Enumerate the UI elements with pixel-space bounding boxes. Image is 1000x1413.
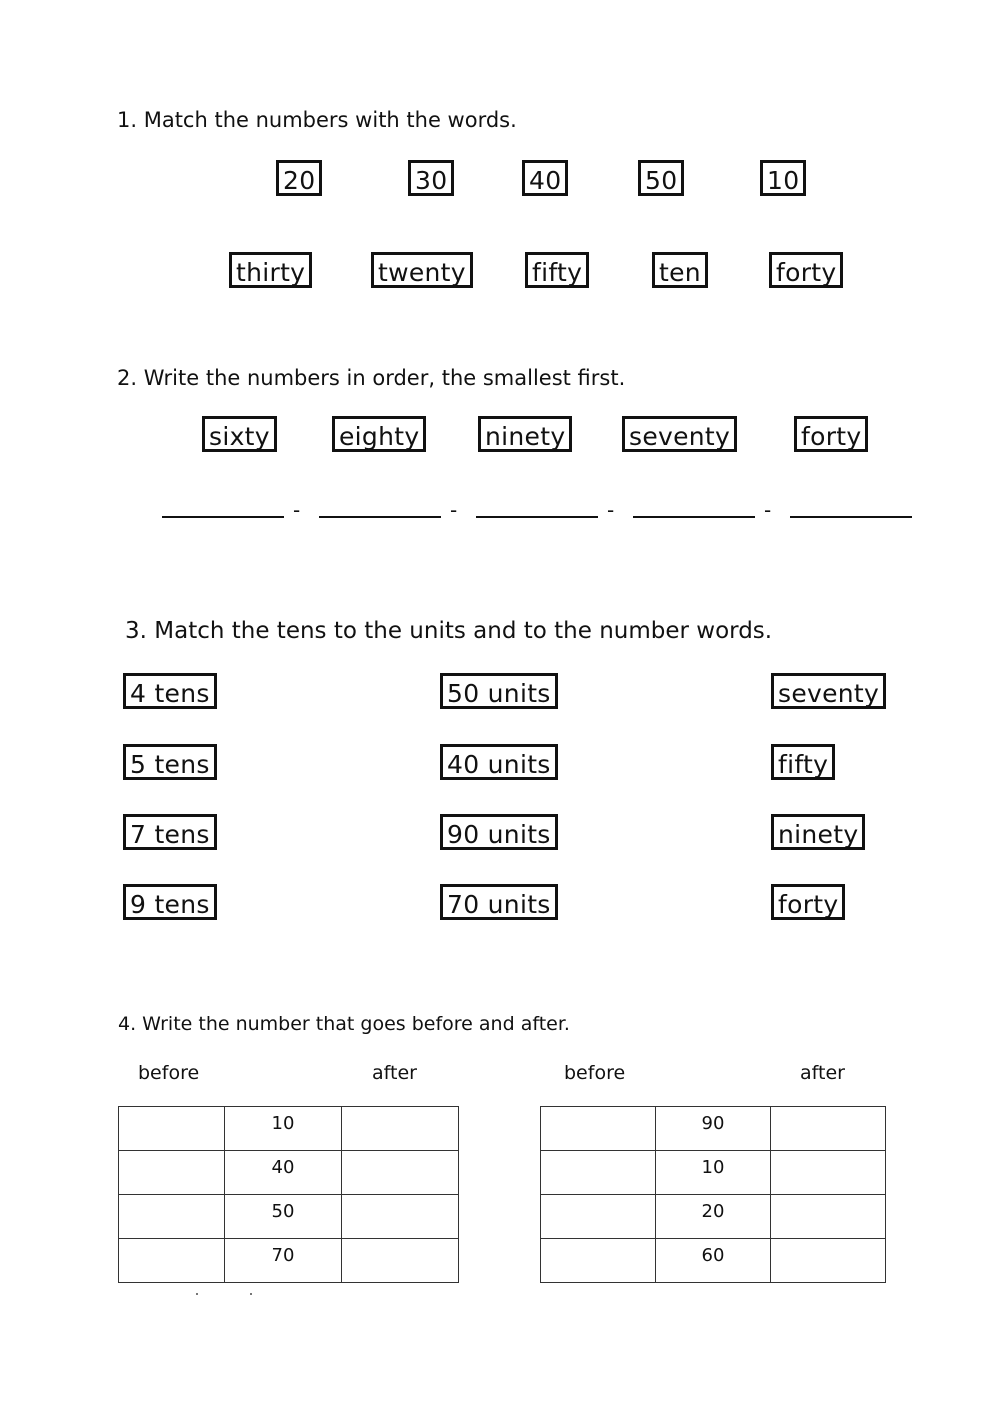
number-box[interactable]: 20 (276, 160, 322, 196)
word-box[interactable]: ninety (771, 814, 865, 850)
word-box[interactable]: forty (771, 884, 845, 920)
units-box[interactable]: 70 units (440, 884, 558, 920)
after-cell[interactable] (771, 1195, 886, 1239)
scan-speck (250, 1293, 252, 1295)
before-cell[interactable] (541, 1239, 656, 1283)
separator: - (764, 498, 772, 522)
word-box[interactable]: seventy (771, 673, 886, 709)
before-cell[interactable] (119, 1195, 225, 1239)
before-label: before (564, 1062, 626, 1084)
after-cell[interactable] (771, 1151, 886, 1195)
after-label: after (800, 1062, 845, 1084)
after-cell[interactable] (771, 1107, 886, 1151)
after-cell[interactable] (342, 1239, 459, 1283)
word-box[interactable]: twenty (371, 252, 473, 288)
word-box[interactable]: thirty (229, 252, 312, 288)
tens-box[interactable]: 5 tens (123, 744, 217, 780)
table-row (541, 1151, 886, 1195)
tens-box[interactable]: 4 tens (123, 673, 217, 709)
units-box[interactable]: 40 units (440, 744, 558, 780)
table-row (541, 1107, 886, 1151)
after-cell[interactable] (771, 1239, 886, 1283)
section-1-heading: 1. Match the numbers with the words. (117, 108, 517, 132)
separator: - (293, 498, 301, 522)
answer-blank[interactable] (319, 516, 441, 518)
given-number: 40 (225, 1151, 342, 1195)
given-number: 10 (656, 1151, 771, 1195)
word-box[interactable]: fifty (525, 252, 589, 288)
after-label: after (372, 1062, 417, 1084)
table-row (541, 1239, 886, 1283)
word-box[interactable]: ten (652, 252, 708, 288)
answer-blank[interactable] (790, 516, 912, 518)
word-box: forty (794, 416, 868, 452)
number-box[interactable]: 30 (408, 160, 454, 196)
section-4-heading: 4. Write the number that goes before and after. (118, 1013, 570, 1035)
given-number: 90 (656, 1107, 771, 1151)
before-after-table-right (540, 1106, 886, 1283)
scan-speck (196, 1293, 198, 1295)
section-2-heading: 2. Write the numbers in order, the smallest first. (117, 366, 626, 390)
units-box[interactable]: 90 units (440, 814, 558, 850)
given-number: 60 (656, 1239, 771, 1283)
before-label: before (138, 1062, 200, 1084)
given-number: 50 (225, 1195, 342, 1239)
tens-box[interactable]: 9 tens (123, 884, 217, 920)
number-box[interactable]: 10 (760, 160, 806, 196)
separator: - (450, 498, 458, 522)
section-3-heading: 3. Match the tens to the units and to the number words. (125, 618, 773, 644)
tens-box[interactable]: 7 tens (123, 814, 217, 850)
table-row (119, 1107, 459, 1151)
word-box[interactable]: fifty (771, 744, 835, 780)
after-cell[interactable] (342, 1107, 459, 1151)
table-row (119, 1151, 459, 1195)
number-box[interactable]: 40 (522, 160, 568, 196)
given-number: 10 (225, 1107, 342, 1151)
table-row (119, 1239, 459, 1283)
before-after-table-left (118, 1106, 459, 1283)
before-cell[interactable] (541, 1151, 656, 1195)
word-box[interactable]: forty (769, 252, 843, 288)
before-cell[interactable] (541, 1195, 656, 1239)
table-row (541, 1195, 886, 1239)
after-cell[interactable] (342, 1195, 459, 1239)
word-box: sixty (202, 416, 277, 452)
answer-blank[interactable] (476, 516, 598, 518)
table-row (119, 1195, 459, 1239)
before-cell[interactable] (119, 1107, 225, 1151)
number-box[interactable]: 50 (638, 160, 684, 196)
before-cell[interactable] (119, 1151, 225, 1195)
given-number: 70 (225, 1239, 342, 1283)
before-cell[interactable] (541, 1107, 656, 1151)
units-box[interactable]: 50 units (440, 673, 558, 709)
word-box: ninety (478, 416, 572, 452)
after-cell[interactable] (342, 1151, 459, 1195)
separator: - (607, 498, 615, 522)
answer-blank[interactable] (633, 516, 755, 518)
answer-blank[interactable] (162, 516, 284, 518)
word-box: eighty (332, 416, 426, 452)
word-box: seventy (622, 416, 737, 452)
given-number: 20 (656, 1195, 771, 1239)
before-cell[interactable] (119, 1239, 225, 1283)
